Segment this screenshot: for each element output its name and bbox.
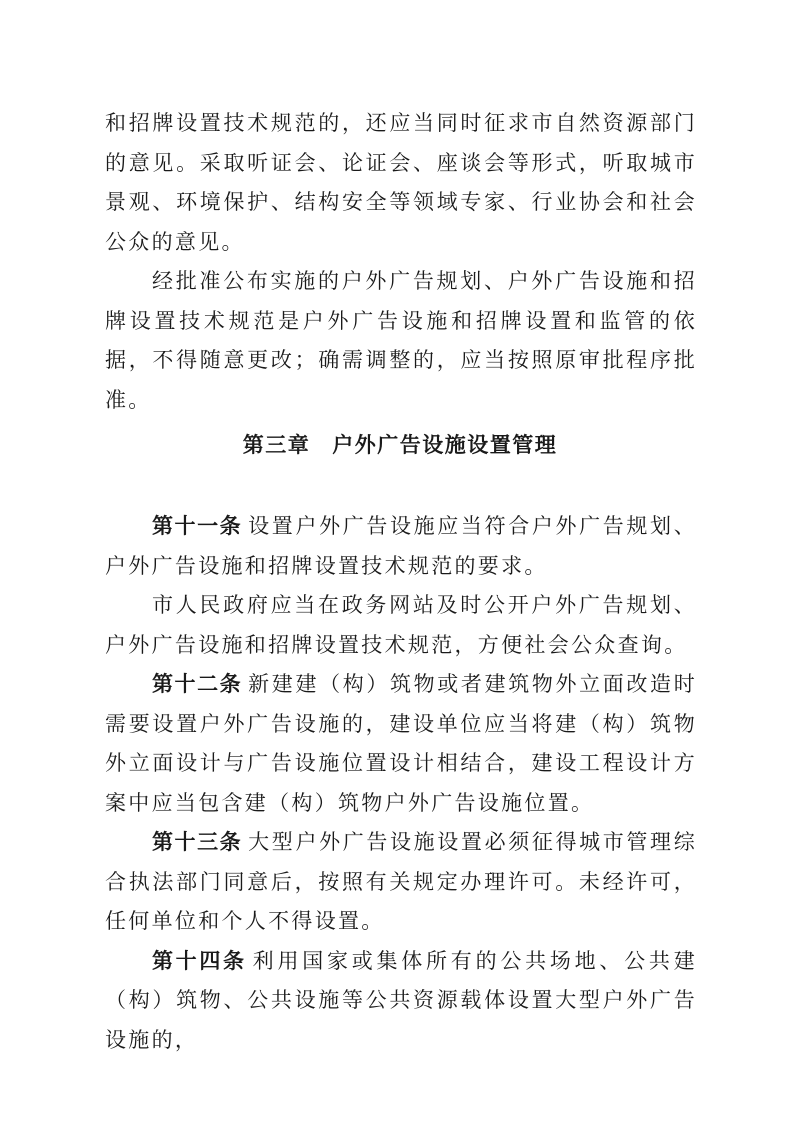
article-paragraph: [105, 942, 697, 1061]
article-label: 第十三条: [152, 830, 243, 854]
article-label: 第十四条: [152, 948, 247, 973]
article-label: 第十一条: [152, 514, 243, 538]
article-text: 大型户外广告设施设置必须征得城市管理综合执法部门同意后，按照有关规定办理许可。未经许可，任何单位和个人不得设置。: [105, 830, 697, 933]
article-paragraph: [105, 507, 697, 586]
chapter-heading: [0, 427, 800, 463]
article-label: 第十二条: [152, 672, 243, 696]
article-text: 设置户外广告设施应当符合户外广告规划、户外广告设施和招牌设置技术规范的要求。: [105, 514, 697, 578]
paragraph-continuation: [105, 104, 697, 262]
articles-section: [105, 507, 697, 1060]
article-paragraph: [105, 823, 697, 942]
paragraph-text: 经批准公布实施的户外广告规划、户外广告设施和招牌设置技术规范是户外广告设施和招牌设置和监管的依据，不得随意更改；确需调整的，应当按照原审批程序批准。: [105, 269, 697, 412]
article-text: 市人民政府应当在政务网站及时公开户外广告规划、户外广告设施和招牌设置技术规范，方便社会公众查询。: [105, 593, 697, 657]
paragraph: [105, 262, 697, 420]
top-section: [105, 104, 697, 420]
article-paragraph: [105, 586, 697, 665]
chapter-title: 户外广告设施设置管理: [332, 433, 558, 457]
paragraph-text: 和招牌设置技术规范的，还应当同时征求市自然资源部门的意见。采取听证会、论证会、座谈会等形式，听取城市景观、环境保护、结构安全等领域专家、行业协会和社会公众的意见。: [105, 111, 697, 254]
article-paragraph: [105, 665, 697, 823]
chapter-number: 第三章: [242, 433, 311, 457]
article-text: 新建建（构）筑物或者建筑物外立面改造时需要设置户外广告设施的，建设单位应当将建（构）筑物外立面设计与广告设施位置设计相结合，建设工程设计方案中应当包含建（构）筑物户外广告设施位置。: [105, 672, 697, 815]
article-text: 利用国家或集体所有的公共场地、公共建（构）筑物、公共设施等公共资源载体设置大型户外广告设施的，: [105, 948, 697, 1052]
